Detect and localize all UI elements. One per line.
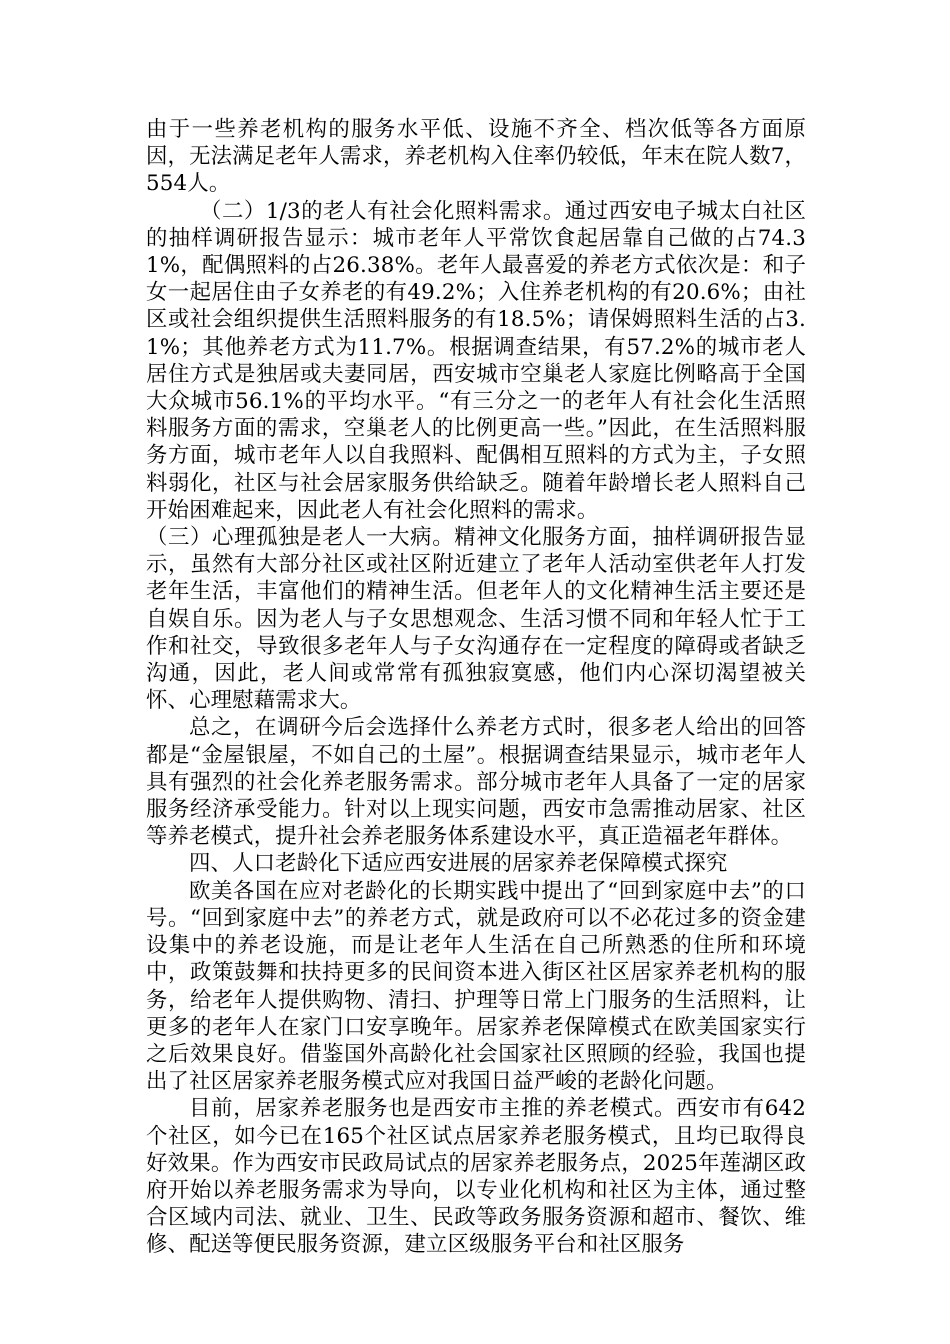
document-page [146, 116, 806, 1259]
section-heading: 四、人口老龄化下适应西安进展的居家养老保障模式探究 [189, 851, 728, 877]
paragraph-4: 总之，在调研今后会选择什么养老方式时，很多老人给出的回答都是“金屋银屋，不如自己的土屋”。根据调查结果显示，城市老年人具有强烈的社会化养老服务需求。部分城市老年人具备了一定的居家服务经济承受能力。针对以上现实问题，西安市急需推动居家、社区等养老模式，提升社会养老服务体系建设水平，真正造福老年群体。 [146, 715, 806, 850]
paragraph-6: 欧美各国在应对老龄化的长期实践中提出了“回到家庭中去”的口号。“回到家庭中去”的养老方式，就是政府可以不必花过多的资金建设集中的养老设施，而是让老年人生活在自己所熟悉的住所和环境中，政策鼓舞和扶持更多的民间资本进入街区社区居家养老机构的服务，给老年人提供购物、清扫、护理等日常上门服务的生活照料，让更多的老年人在家门口安享晚年。居家养老保障模式在欧美国家实行之后效果良好。借鉴国外高龄化社会国家社区照顾的经验，我国也提出了社区居家养老服务模式应对我国日益严峻的老龄化问题。 [146, 878, 806, 1095]
paragraph-3: （三）心理孤独是老人一大病。精神文化服务方面，抽样调研报告显示，虽然有大部分社区或社区附近建立了老年人活动室供老年人打发老年生活，丰富他们的精神生活。但老年人的文化精神生活主要还是自娱自乐。因为老人与子女思想观念、生活习惯不同和年轻人忙于工作和社交，导致很多老年人与子女沟通存在一定程度的障碍或者缺乏沟通，因此，老人间或常常有孤独寂寞感，他们内心深切渴望被关怀、心理慰藉需求大。 [146, 525, 806, 714]
paragraph-1: 由于一些养老机构的服务水平低、设施不齐全、档次低等各方面原因，无法满足老年人需求，养老机构入住率仍较低，年末在院人数7，554人。 [146, 117, 806, 197]
paragraph-2: （二）1/3的老人有社会化照料需求。通过西安电子城太白社区的抽样调研报告显示：城市老年人平常饮食起居靠自己做的占74.31%，配偶照料的占26.38%。老年人最喜爱的养老方式依次是：和子女一起居住由子女养老的有49.2%；入住养老机构的有20.6%；由社区或社会组织提供生活照料服务的有18.5%；请保姆照料生活的占3.1%；其他养老方式为11.7%。根据调查结果，有57.2%的城市老人居住方式是独居或夫妻同居，西安城市空巢老人家庭比例略高于全国大众城市56.1%的平均水平。“有三分之一的老年人有社会化生活照料服务方面的需求，空巢老人的比例更高一些。”因此，在生活照料服务方面，城市老年人以自我照料、配偶相互照料的方式为主，子女照料弱化，社区与社会居家服务供给缺乏。随着年龄增长老人照料自己开始困难起来，因此老人有社会化照料的需求。 [146, 198, 806, 523]
paragraph-7: 目前，居家养老服务也是西安市主推的养老模式。西安市有642个社区，如今已在165个社区试点居家养老服务模式，且均已取得良好效果。作为西安市民政局试点的居家养老服务点，2025年莲湖区政府开始以养老服务需求为导向，以专业化机构和社区为主体，通过整合区域内司法、就业、卫生、民政等政务服务资源和超市、餐饮、维修、配送等便民服务资源，建立区级服务平台和社区服务 [146, 1096, 806, 1258]
